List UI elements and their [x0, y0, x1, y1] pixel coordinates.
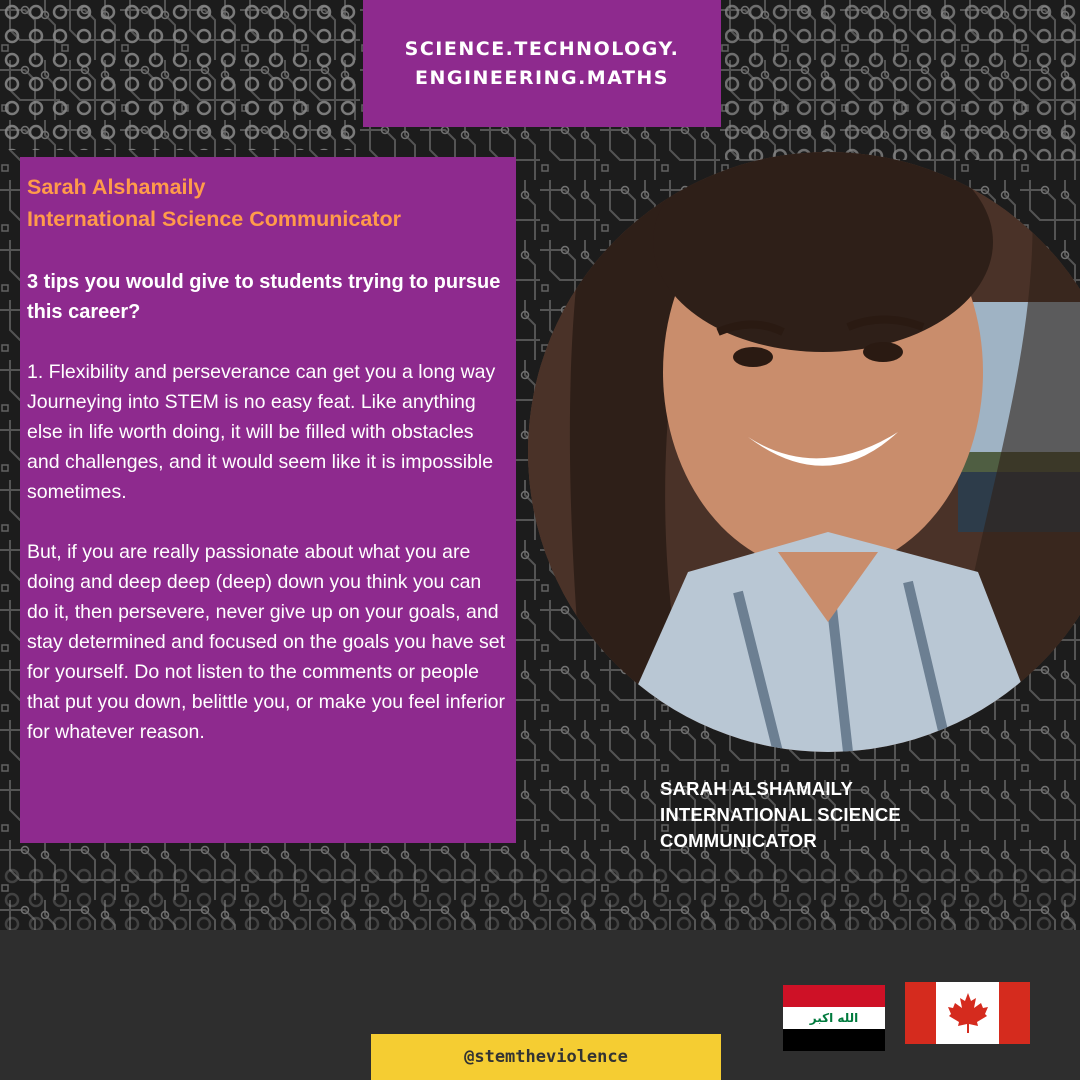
iraq-flag-text: الله اكبر [809, 1011, 859, 1025]
social-handle-banner [371, 1034, 721, 1080]
profile-name: Sarah Alshamaily [27, 175, 206, 199]
header-line-2: ENGINEERING.MATHS [414, 66, 669, 89]
stem-header-banner [363, 0, 721, 127]
header-line-1: SCIENCE.TECHNOLOGY. [404, 37, 680, 60]
canada-flag [905, 982, 1030, 1044]
answer-paragraph-2: But, if you are really passionate about what you are doing and deep deep (deep) down you think you can do it, then persevere, never give up on your goals, and stay determined and focused on the goals you have set for yourself. Do not listen to the comments or people that put you down, belittle you, or make you feel inferior for whatever reason. [27, 541, 506, 743]
portrait-caption [660, 776, 901, 854]
maple-leaf-icon [946, 991, 990, 1035]
answer-paragraph-1-text: 1. Flexibility and perseverance can get you a long way Journeying into STEM is no easy feat. Like anything else in life worth doing, it will be filled with obstacles and challenges, and it would seem like it is impossible sometimes. [27, 361, 496, 503]
caption-name: SARAH ALSHAMAILY [660, 778, 854, 799]
social-handle[interactable]: @stemtheviolence [464, 1047, 628, 1067]
answer-paragraph-1 [27, 357, 506, 507]
caption-role-2: COMMUNICATOR [660, 830, 817, 851]
question-heading: 3 tips you would give to students trying to pursue this career? [27, 271, 501, 323]
profile-text-panel [20, 157, 516, 843]
caption-role-1: INTERNATIONAL SCIENCE [660, 804, 901, 825]
iraq-flag [783, 985, 885, 1051]
profile-title: International Science Communicator [27, 207, 401, 231]
